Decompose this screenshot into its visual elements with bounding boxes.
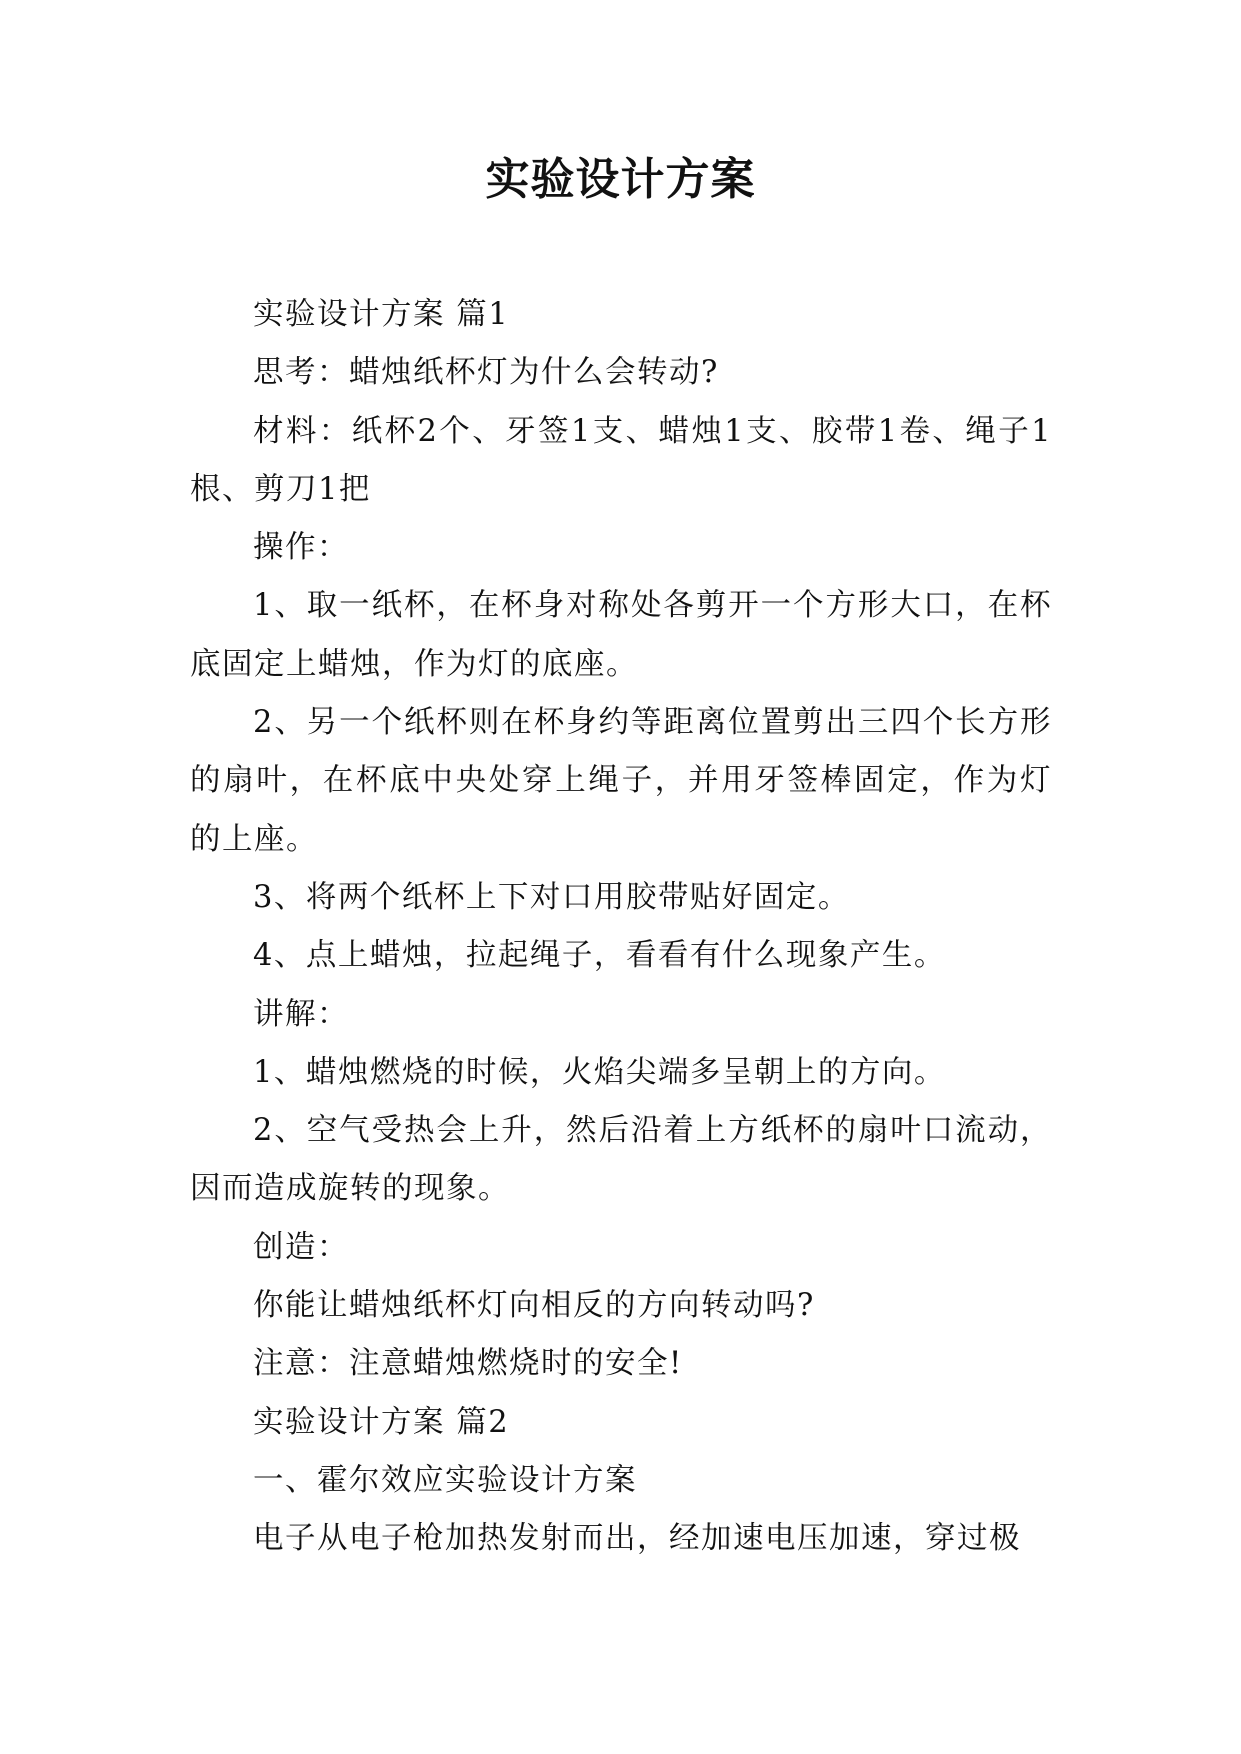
explanation-point-1: 1、蜡烛燃烧的时候，火焰尖端多呈朝上的方向。 xyxy=(253,1054,946,1090)
subsection-heading: 一、霍尔效应实验设计方案 xyxy=(253,1462,637,1498)
explanation-label: 讲解： xyxy=(253,996,349,1032)
document-body xyxy=(190,286,1052,1569)
section-heading-1: 实验设计方案 篇1 xyxy=(253,297,510,332)
creation-label: 创造： xyxy=(253,1229,349,1265)
explanation-point-2: 2、空气受热会上升，然后沿着上方纸杯的扇叶口流动，因而造成旋转的现象。 xyxy=(190,1113,1052,1207)
body-paragraph: 电子从电子枪加热发射而出，经加速电压加速，穿过极 xyxy=(253,1521,1021,1557)
operation-step-4: 4、点上蜡烛，拉起绳子，看看有什么现象产生。 xyxy=(253,938,946,974)
document-title: 实验设计方案 xyxy=(485,154,756,205)
operation-step-2: 2、另一个纸杯则在杯身约等距离位置剪出三四个长方形的扇叶，在杯底中央处穿上绳子，并用牙签棒固定，作为灯的上座。 xyxy=(190,705,1052,857)
creation-question: 你能让蜡烛纸杯灯向相反的方向转动吗? xyxy=(253,1288,815,1324)
materials-paragraph: 材料：纸杯2个、牙签1支、蜡烛1支、胶带1卷、绳子1根、剪刀1把 xyxy=(190,413,1052,507)
section-heading-2: 实验设计方案 篇2 xyxy=(253,1404,510,1440)
operation-label: 操作： xyxy=(253,530,349,566)
safety-note: 注意：注意蜡烛燃烧时的安全! xyxy=(253,1346,683,1382)
operation-step-3: 3、将两个纸杯上下对口用胶带贴好固定。 xyxy=(253,879,850,915)
thinking-question: 思考：蜡烛纸杯灯为什么会转动? xyxy=(253,355,719,391)
operation-step-1: 1、取一纸杯，在杯身对称处各剪开一个方形大口，在杯底固定上蜡烛，作为灯的底座。 xyxy=(190,588,1052,682)
